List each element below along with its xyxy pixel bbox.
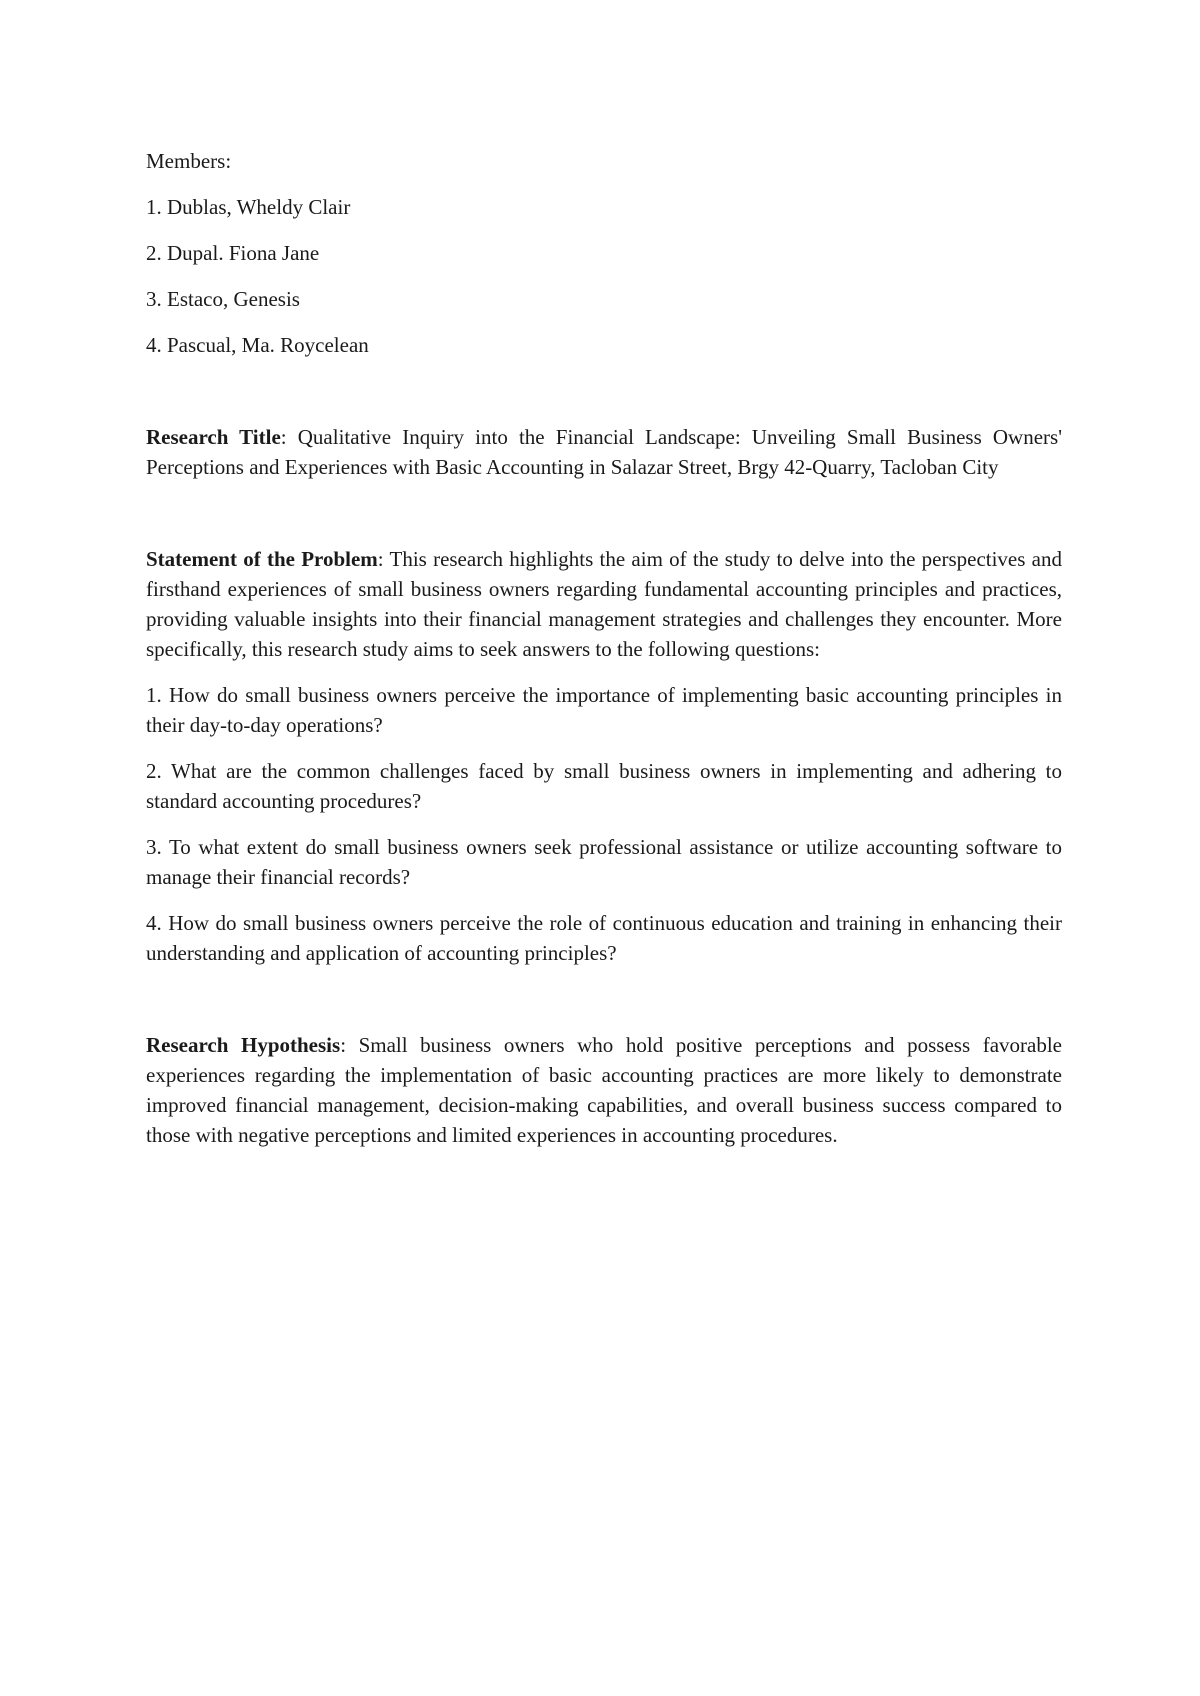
problem-statement-label: Statement of the Problem (146, 547, 378, 571)
hypothesis-text: : Small business owners who hold positive perceptions and possess favorable experiences regarding the implementation of basic accounting practices are more likely to demonstrate improved financial management, decision-making capabilities, and overall business success compared to those with negative perceptions and limited experiences in accounting procedures. (146, 1033, 1062, 1147)
hypothesis-paragraph (146, 1030, 1062, 1150)
research-question: 2. What are the common challenges faced by small business owners in implementing and adhering to standard accounting procedures? (146, 759, 1062, 813)
hypothesis-label: Research Hypothesis (146, 1033, 341, 1057)
research-question: 1. How do small business owners perceive the importance of implementing basic accounting principles in their day-to-day operations? (146, 683, 1062, 737)
members-heading: Members: (146, 149, 232, 173)
document-body (146, 146, 1062, 1150)
research-question: 3. To what extent do small business owners seek professional assistance or utilize accounting software to manage their financial records? (146, 835, 1062, 889)
research-title-paragraph (146, 422, 1062, 482)
members-section (146, 146, 1062, 360)
member-item: 3. Estaco, Genesis (146, 287, 300, 311)
research-title-text: : Qualitative Inquiry into the Financial Landscape: Unveiling Small Business Owners' Perceptions and Experiences with Basic Accounting in Salazar Street, Brgy 42-Quarry, Tacloban City (146, 425, 1062, 479)
research-title-label: Research Title (146, 425, 281, 449)
member-item: 1. Dublas, Wheldy Clair (146, 195, 351, 219)
research-questions-list (146, 680, 1062, 968)
problem-statement-text: : This research highlights the aim of the study to delve into the perspectives and firsthand experiences of small business owners regarding fundamental accounting principles and practices, providing valuable insights into their financial management strategies and challenges they encounter. More specifically, this research study aims to seek answers to the following questions: (146, 547, 1062, 661)
member-item: 2. Dupal. Fiona Jane (146, 241, 320, 265)
member-item: 4. Pascual, Ma. Roycelean (146, 333, 369, 357)
research-question: 4. How do small business owners perceive the role of continuous education and training in enhancing their understanding and application of accounting principles? (146, 911, 1062, 965)
problem-statement-paragraph (146, 544, 1062, 664)
